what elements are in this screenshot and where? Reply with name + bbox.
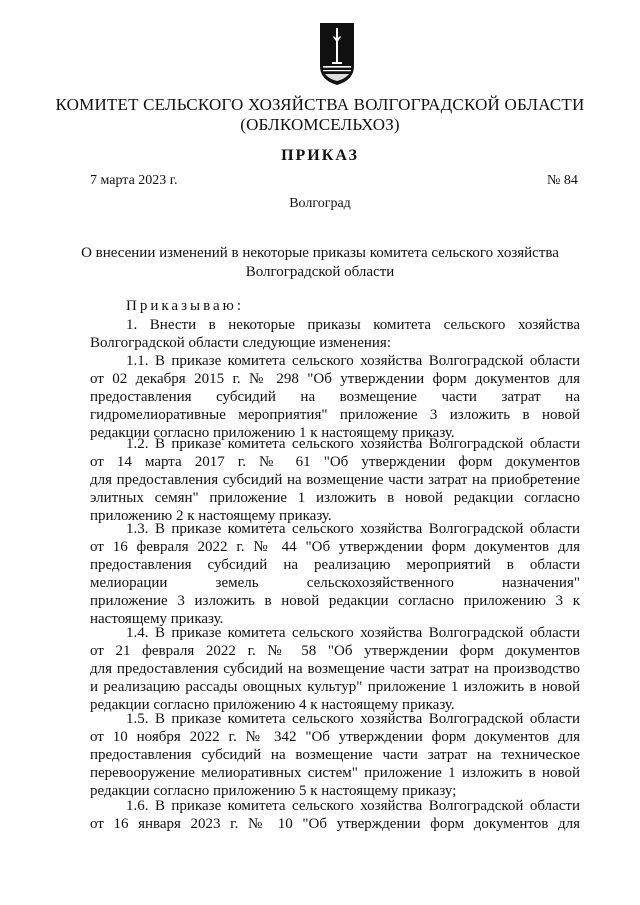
committee-name-line2: (ОБЛКОМСЕЛЬХОЗ) xyxy=(240,115,400,134)
body-line: гидромелиоративные мероприятия" приложение 3 изложить в новой xyxy=(90,407,580,423)
body-line: от 16 февраля 2022 г. № 44 "Об утверждении форм документов для xyxy=(90,539,580,555)
body-line: приложение 3 изложить в новой редакции согласно приложению 3 к xyxy=(90,593,580,609)
body-line: 1.3. В приказе комитета сельского хозяйства Волгоградской области xyxy=(126,521,580,537)
body-line: предоставления субсидий на реализацию мероприятий в области xyxy=(90,557,580,573)
body-line: 1.2. В приказе комитета сельского хозяйства Волгоградской области xyxy=(126,436,580,452)
body-line: мелиорации земель сельскохозяйственного назначения" xyxy=(90,575,580,591)
volgograd-coat-of-arms-icon xyxy=(319,22,355,86)
document-number: № 84 xyxy=(547,173,578,188)
body-line: 1.1. В приказе комитета сельского хозяйства Волгоградской области xyxy=(126,353,580,369)
body-line: предоставления субсидий на возмещение части затрат на техническое xyxy=(90,747,580,763)
body-line: перевооружение мелиоративных систем" приложение 1 изложить в новой xyxy=(90,765,580,781)
body-line: для предоставления субсидий на возмещение части затрат на приобретение xyxy=(90,472,580,488)
body-line: от 14 марта 2017 г. № 61 "Об утверждении форм документов xyxy=(90,454,580,470)
body-line: предоставления субсидий на возмещение части затрат на xyxy=(90,389,580,405)
body-line: элитных семян" приложение 1 изложить в новой редакции согласно xyxy=(90,490,580,506)
body-line: от 16 января 2023 г. № 10 "Об утверждении форм документов для xyxy=(90,816,580,832)
body-line: 1.5. В приказе комитета сельского хозяйства Волгоградской области xyxy=(126,711,580,727)
document-city: Волгоград xyxy=(289,196,351,211)
subject-line1: О внесении изменений в некоторые приказы комитета сельского хозяйства xyxy=(81,245,559,261)
body-line: редакции согласно приложению 5 к настоящему приказу; xyxy=(90,783,457,799)
body-line: настоящему приказу. xyxy=(90,611,224,627)
body-line: редакции согласно приложению 1 к настоящему приказу. xyxy=(90,425,455,441)
body-line: Волгоградской области следующие изменения: xyxy=(90,335,391,351)
subject-line2: Волгоградской области xyxy=(245,264,395,280)
body-line: от 10 ноября 2022 г. № 342 "Об утверждении форм документов для xyxy=(90,729,580,745)
body-line: 1.6. В приказе комитета сельского хозяйства Волгоградской области xyxy=(126,798,580,814)
document-date: 7 марта 2023 г. xyxy=(90,173,178,188)
body-line: и реализацию рассады овощных культур" приложение 1 изложить в новой xyxy=(90,679,580,695)
document-type-title: ПРИКАЗ xyxy=(281,147,359,164)
body-line: от 02 декабря 2015 г. № 298 "Об утверждении форм документов для xyxy=(90,371,580,387)
body-line: 1. Внести в некоторые приказы комитета сельского хозяйства xyxy=(126,317,580,333)
body-line: приложению 2 к настоящему приказу. xyxy=(90,508,332,524)
body-line: от 21 февраля 2022 г. № 58 "Об утверждении форм документов xyxy=(90,643,580,659)
body-line: 1.4. В приказе комитета сельского хозяйства Волгоградской области xyxy=(126,625,580,641)
body-line: редакции согласно приложению 4 к настоящему приказу. xyxy=(90,697,455,713)
body-line: для предоставления субсидий на возмещение части затрат на производство xyxy=(90,661,580,677)
committee-name-line1: КОМИТЕТ СЕЛЬСКОГО ХОЗЯЙСТВА ВОЛГОГРАДСКОЙ ОБЛАСТИ xyxy=(55,95,585,114)
order-intro: Приказываю: xyxy=(126,298,244,314)
